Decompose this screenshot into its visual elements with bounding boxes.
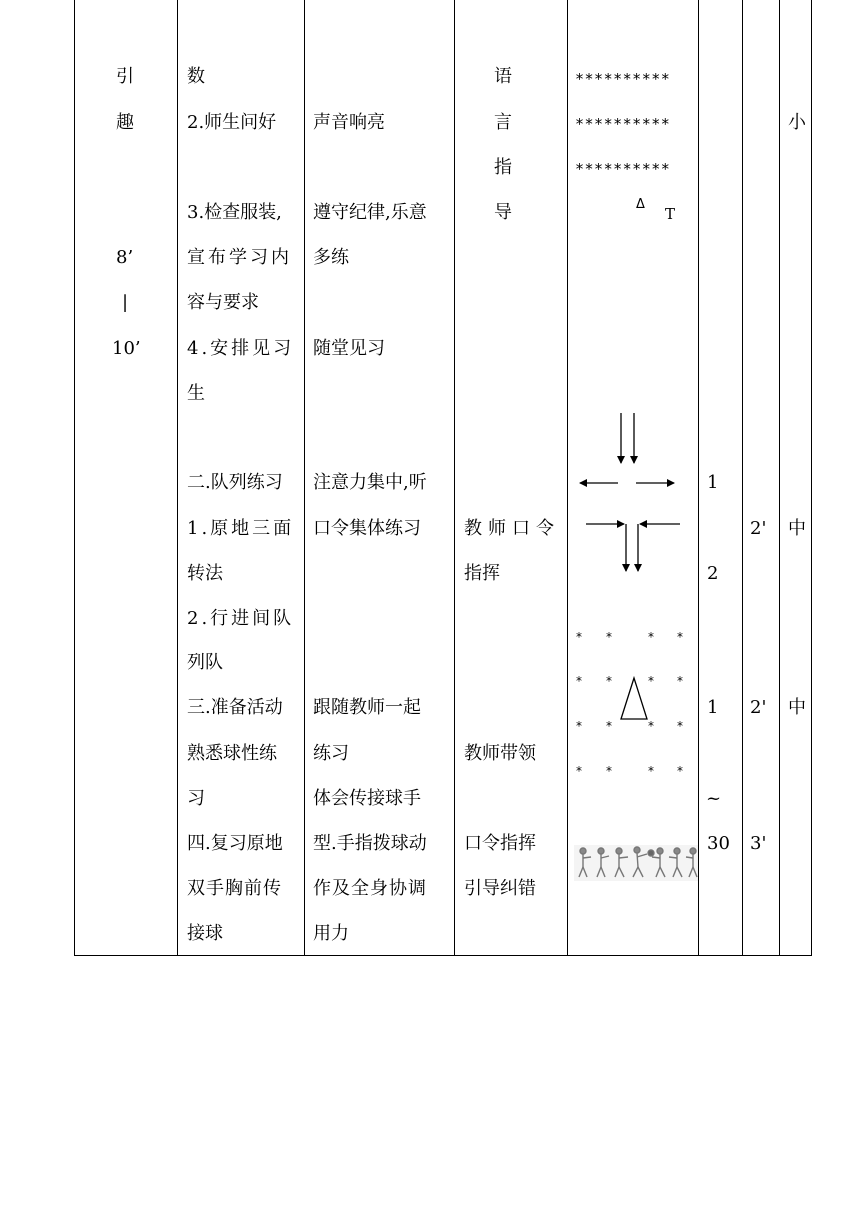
formation-star: * — [648, 719, 654, 733]
content-line: 接球 — [187, 923, 223, 944]
col-divider-6 — [742, 0, 743, 956]
requirement-line: 多练 — [313, 247, 349, 268]
table-right-border — [811, 0, 812, 956]
reps-tilde: ~ — [706, 788, 722, 809]
duration-value: 2' — [750, 518, 767, 539]
time-start: 8’ — [116, 247, 134, 268]
reps-value: 30 — [707, 833, 730, 854]
section-char-qu: 趣 — [116, 112, 134, 133]
method-line: 引导纠错 — [464, 878, 536, 899]
facing-arrows-diagram — [568, 405, 698, 575]
formation-star: * — [576, 764, 582, 778]
formation-star: * — [677, 630, 683, 644]
formation-star: * — [677, 719, 683, 733]
requirement-line: 口令集体练习 — [313, 518, 421, 539]
formation-star: * — [677, 674, 683, 688]
formation-star: * — [606, 719, 612, 733]
content-line: 1.原地三面 — [187, 518, 295, 539]
formation-star: * — [576, 719, 582, 733]
content-line: 数 — [187, 66, 205, 87]
formation-row-stars: ********** — [575, 70, 671, 88]
requirement-line: 型.手指拨球动 — [313, 833, 427, 854]
reps-value: 1 — [707, 472, 719, 493]
passing-practice-illustration — [574, 845, 698, 881]
table-bottom-border — [74, 955, 812, 956]
content-line: 熟悉球性练 — [187, 743, 277, 764]
content-line: 4.安排见习 — [187, 338, 295, 359]
table-left-border — [74, 0, 75, 956]
formation-star: * — [606, 764, 612, 778]
requirement-line: 随堂见习 — [313, 338, 385, 359]
requirement-line: 注意力集中,听 — [313, 472, 427, 493]
requirement-line: 用力 — [313, 923, 349, 944]
content-line: 三.准备活动 — [187, 697, 283, 718]
method-vertical-char: 导 — [494, 202, 512, 223]
content-line: 列队 — [187, 652, 223, 673]
time-end: 10’ — [112, 338, 141, 359]
content-line: 转法 — [187, 563, 223, 584]
formation-star: * — [677, 764, 683, 778]
intensity-value: 小 — [788, 112, 806, 133]
intensity-value: 中 — [788, 697, 806, 718]
requirement-line: 练习 — [313, 743, 349, 764]
content-line: 双手胸前传 — [187, 878, 282, 899]
formation-row-stars: ********** — [575, 115, 671, 133]
content-line: 四.复习原地 — [187, 833, 283, 854]
teacher-triangle-icon — [618, 676, 658, 726]
col-divider-2 — [304, 0, 305, 956]
teacher-marker: T — [665, 205, 676, 223]
content-line: 宣布学习内 — [187, 247, 292, 268]
method-line: 教师口令 — [464, 518, 560, 539]
duration-value: 2' — [750, 697, 767, 718]
content-line: 3.检查服装, — [187, 202, 282, 223]
reps-value: 1 — [707, 697, 719, 718]
formation-star: * — [576, 674, 582, 688]
content-line: 2.行进间队 — [187, 608, 295, 629]
method-line: 教师带领 — [464, 743, 536, 764]
requirement-line: 声音响亮 — [313, 112, 385, 133]
col-divider-5 — [698, 0, 699, 956]
formation-row-stars: ********** — [575, 160, 671, 178]
formation-star: * — [606, 674, 612, 688]
requirement-line: 体会传接球手 — [313, 788, 421, 809]
intensity-value: 中 — [788, 518, 806, 539]
col-divider-1 — [177, 0, 178, 956]
method-line: 口令指挥 — [464, 833, 536, 854]
col-divider-7 — [779, 0, 780, 956]
content-line: 生 — [187, 383, 205, 404]
formation-star: * — [648, 764, 654, 778]
method-vertical-char: 指 — [494, 157, 512, 178]
formation-star: * — [648, 674, 654, 688]
time-separator: | — [122, 292, 129, 313]
delta-symbol: Δ — [636, 197, 645, 212]
content-line: 容与要求 — [187, 292, 259, 313]
col-divider-3 — [454, 0, 455, 956]
requirement-line: 遵守纪律,乐意 — [313, 202, 427, 223]
formation-star: * — [648, 630, 654, 644]
content-line: 二.队列练习 — [187, 472, 283, 493]
reps-value: 2 — [707, 563, 719, 584]
method-vertical-char: 语 — [494, 66, 512, 87]
formation-star: * — [576, 630, 582, 644]
duration-value: 3' — [750, 833, 767, 854]
formation-star: * — [606, 630, 612, 644]
method-vertical-char: 言 — [494, 112, 512, 133]
content-line: 2.师生问好 — [187, 112, 277, 133]
method-line: 指挥 — [464, 563, 500, 584]
section-char-yin: 引 — [116, 66, 134, 87]
content-line: 习 — [187, 788, 205, 809]
requirement-line: 跟随教师一起 — [313, 697, 421, 718]
requirement-line: 作及全身协调 — [313, 878, 427, 899]
